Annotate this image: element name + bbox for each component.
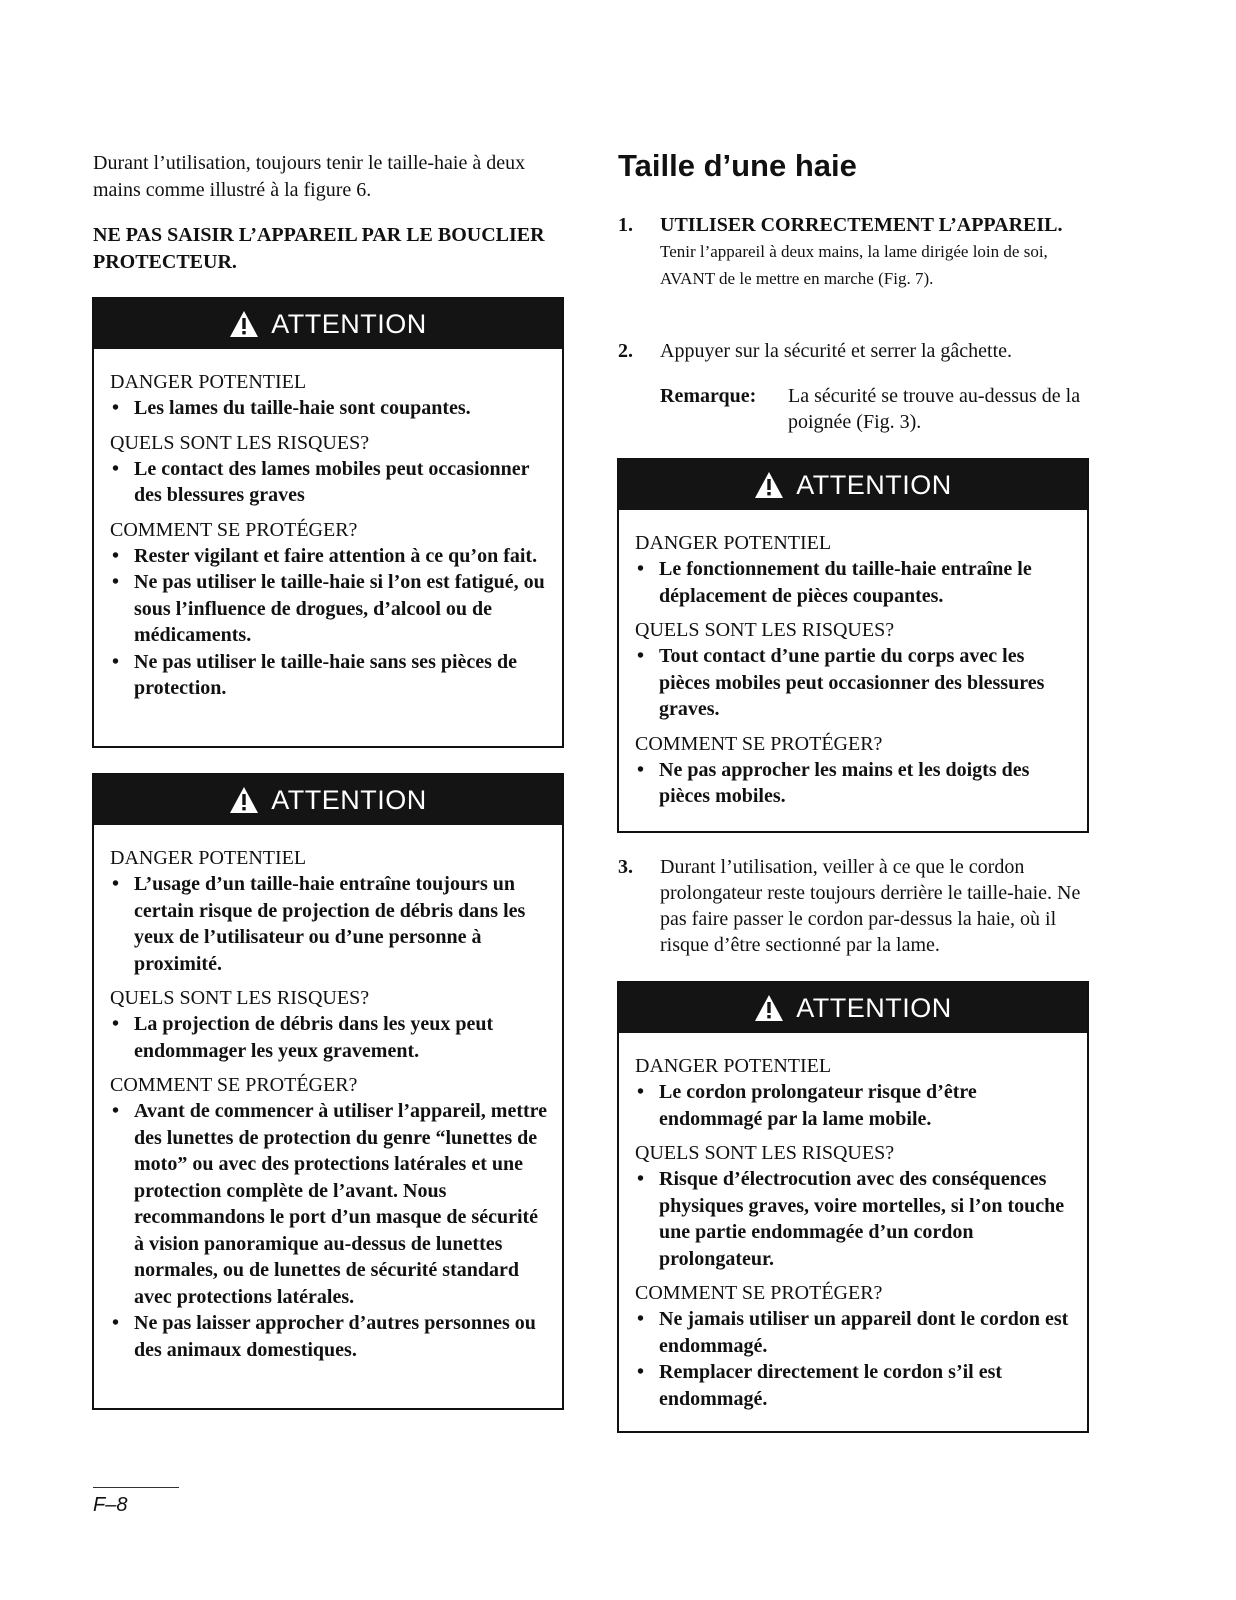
attention-header — [619, 983, 1087, 1033]
attention-label: ATTENTION — [796, 992, 952, 1023]
risk-heading: QUELS SONT LES RISQUES? — [635, 619, 895, 641]
bullet-item: • Ne pas approcher les mains et les doigts des pièces mobiles. — [637, 758, 1030, 807]
attention-box-moving-parts — [617, 458, 1089, 833]
bullet-list — [110, 543, 548, 702]
bullet-list — [110, 456, 548, 509]
warning-triangle-icon — [229, 786, 259, 814]
caps-warning: NE PAS SAISIR L’APPAREIL PAR LE BOUCLIER PROTECTEUR. — [93, 224, 545, 273]
bullet-item: • Rester vigilant et faire attention à ce qu’on fait. — [112, 544, 538, 567]
protect-heading: COMMENT SE PROTÉGER? — [635, 732, 883, 755]
bullet-item: • Avant de commencer à utiliser l’appareil, mettre des lunettes de protection du genre “lunettes de moto” ou avec des protections latérales et une protection complète de l’avant. Nous recommandons le port d’un masque de sécurité à vision panoramique au-dessus de lunettes normales, ou de lunettes de sécurité standard avec protections latérales. — [112, 1100, 548, 1308]
step-2 — [618, 338, 1090, 364]
step-text: Appuyer sur la sécurité et serrer la gâchette. — [660, 340, 1013, 362]
bullet-list — [635, 643, 1073, 723]
note — [660, 383, 1100, 435]
step-3 — [618, 854, 1090, 958]
attention-box-cord — [617, 981, 1089, 1433]
step-number: 3. — [618, 856, 633, 878]
attention-body — [94, 349, 562, 722]
bullet-item: • Ne pas laisser approcher d’autres personnes ou des animaux domestiques. — [112, 1312, 536, 1361]
attention-label: ATTENTION — [796, 469, 952, 500]
risk-heading: QUELS SONT LES RISQUES? — [635, 1142, 895, 1164]
bullet-item: • Le cordon prolongateur risque d’être endommagé par la lame mobile. — [637, 1081, 977, 1130]
bullet-item: • L’usage d’un taille-haie entraîne toujours un certain risque de projection de débris dans les yeux de l’utilisateur ou d’une personne à proximité. — [112, 873, 526, 975]
danger-heading: DANGER POTENTIEL — [635, 1055, 832, 1077]
risk-heading: QUELS SONT LES RISQUES? — [110, 987, 370, 1009]
attention-body — [619, 1033, 1087, 1432]
risk-heading: QUELS SONT LES RISQUES? — [110, 431, 370, 454]
bullet-list — [635, 757, 1073, 810]
bullet-item: • La projection de débris dans les yeux peut endommager les yeux gravement. — [112, 1013, 494, 1062]
bullet-item: • Le fonctionnement du taille-haie entraîne le déplacement de pièces coupantes. — [637, 558, 1032, 607]
bullet-list — [110, 395, 548, 422]
bullet-item: • Tout contact d’une partie du corps avec les pièces mobiles peut occasionner des blessures graves. — [637, 645, 1045, 720]
attention-header — [94, 775, 562, 825]
attention-body — [94, 825, 562, 1383]
section-title: Taille d’une haie — [618, 148, 857, 183]
bullet-list — [110, 1098, 548, 1363]
attention-header — [619, 460, 1087, 510]
attention-body — [619, 510, 1087, 830]
bullet-item: • Ne pas utiliser le taille-haie sans ses pièces de protection. — [112, 650, 517, 699]
step-1 — [618, 212, 1090, 292]
warning-triangle-icon — [229, 310, 259, 338]
step-text: Durant l’utilisation, veiller à ce que le cordon prolongateur reste toujours derrière le taille-haie. Ne pas faire passer le cordon par-dessus la haie, où il risque d’être sectionné par la lame. — [660, 856, 1081, 956]
bullet-item: • Risque d’électrocution avec des conséquences physiques graves, voire mortelles, si l’on touche une partie endommagée d’un cordon prolongateur. — [637, 1168, 1065, 1270]
attention-box-debris — [92, 773, 564, 1410]
protect-heading: COMMENT SE PROTÉGER? — [110, 1074, 358, 1096]
protect-heading: COMMENT SE PROTÉGER? — [635, 1282, 883, 1304]
footer-rule — [93, 1487, 179, 1488]
bullet-list — [110, 1011, 548, 1064]
step-lead: UTILISER CORRECTEMENT L’APPAREIL. — [660, 214, 1063, 236]
note-label: Remarque: — [660, 385, 757, 407]
bullet-item: • Les lames du taille-haie sont coupantes. — [112, 397, 471, 419]
protect-heading: COMMENT SE PROTÉGER? — [110, 518, 358, 541]
step-text: Tenir l’appareil à deux mains, la lame dirigée loin de soi, AVANT de le mettre en marche (Fig. 7). — [660, 242, 1048, 288]
bullet-list — [110, 871, 548, 977]
bullet-item: • Ne jamais utiliser un appareil dont le cordon est endommagé. — [637, 1308, 1069, 1357]
bullet-item: • Le contact des lames mobiles peut occasionner des blessures graves — [112, 457, 530, 506]
bullet-item: • Ne pas utiliser le taille-haie si l’on est fatigué, ou sous l’influence de drogues, d’alcool ou de médicaments. — [112, 571, 545, 646]
danger-heading: DANGER POTENTIEL — [635, 532, 832, 554]
bullet-list — [635, 1079, 1073, 1132]
bullet-list — [635, 1306, 1073, 1412]
bullet-list — [635, 556, 1073, 609]
warning-triangle-icon — [754, 471, 784, 499]
attention-label: ATTENTION — [271, 308, 427, 339]
attention-label: ATTENTION — [271, 784, 427, 815]
attention-header — [94, 299, 562, 349]
intro-paragraph: Durant l’utilisation, toujours tenir le taille-haie à deux mains comme illustré à la figure 6. — [93, 152, 526, 201]
danger-heading: DANGER POTENTIEL — [110, 847, 307, 869]
step-number: 1. — [618, 214, 633, 236]
bullet-item: • Remplacer directement le cordon s’il est endommagé. — [637, 1361, 1003, 1410]
danger-heading: DANGER POTENTIEL — [110, 371, 307, 393]
bullet-list — [635, 1166, 1073, 1272]
page-number: F–8 — [93, 1494, 128, 1516]
note-text: La sécurité se trouve au-dessus de la poignée (Fig. 3). — [788, 385, 1081, 433]
step-number: 2. — [618, 340, 633, 362]
attention-box-blades — [92, 297, 564, 748]
warning-triangle-icon — [754, 994, 784, 1022]
